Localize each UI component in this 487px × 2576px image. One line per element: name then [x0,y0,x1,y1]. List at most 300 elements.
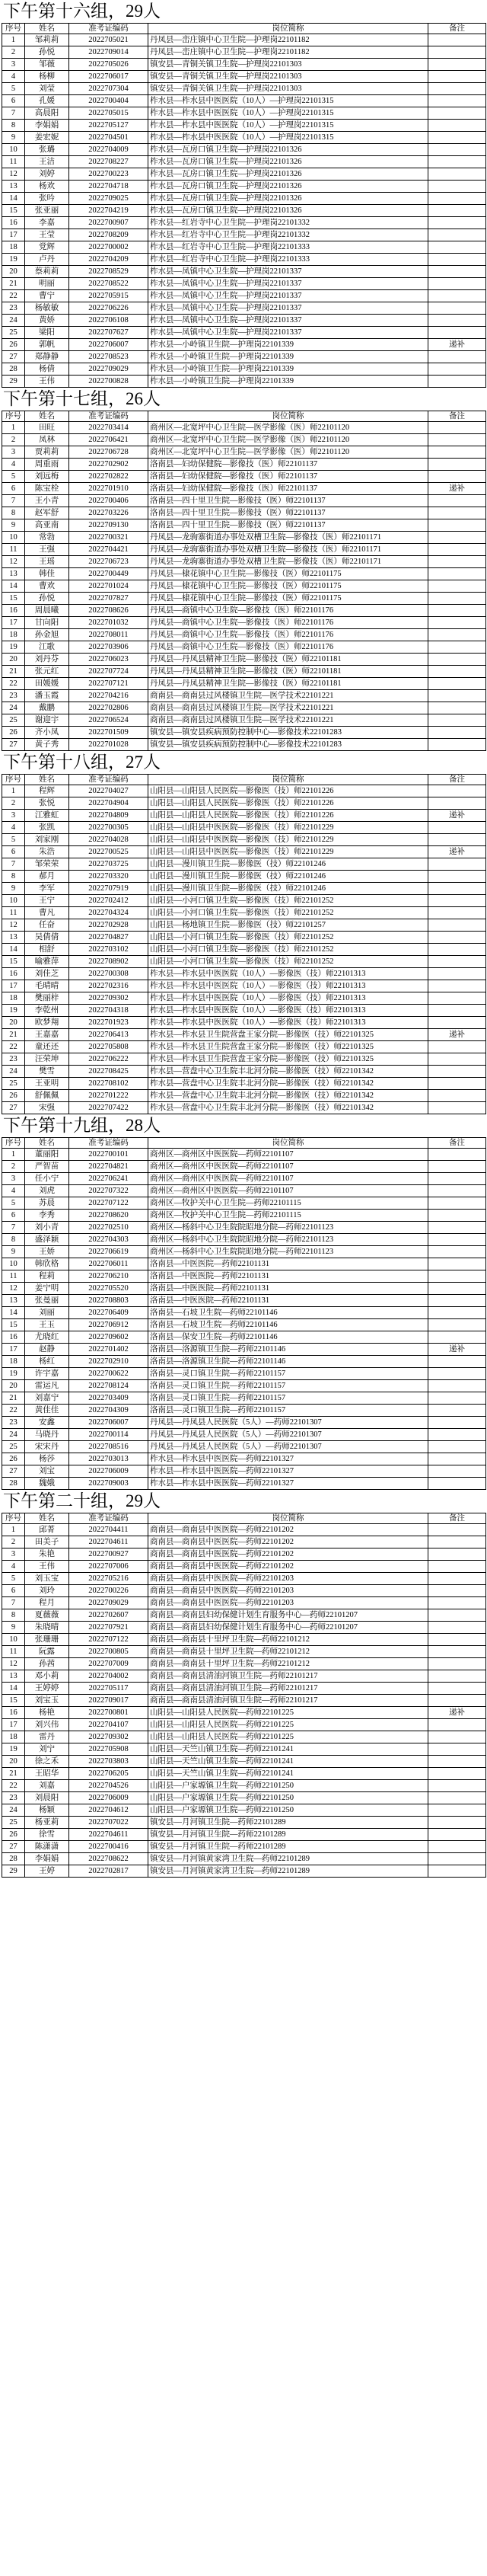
table-row [2,956,486,968]
table-row [2,1149,486,1161]
cell-remark [428,1731,486,1743]
table-row [2,1053,486,1066]
cell-post: 山阳县—山阳县中医医院—影像医（技）师22101229 [148,834,428,846]
table-row [2,59,486,71]
header-post: 岗位简称 [148,775,428,785]
cell-post: 商州区—北宽坪中心卫生院—医学影像（医）师22101120 [148,446,428,459]
group-table [2,774,486,1114]
table-row [2,1743,486,1756]
header-exam-no: 准考证编码 [69,411,148,422]
table-row [2,1392,486,1405]
cell-exam-no: 2022704318 [69,1005,148,1017]
cell-remark [428,241,486,254]
cell-name: 黄子秀 [25,739,69,751]
cell-exam-no: 2022705808 [69,1041,148,1053]
cell-post: 柞水县—柞水县中医医院—药师22101327 [148,1478,428,1490]
table-row [2,1561,486,1573]
cell-name: 常勃 [25,532,69,544]
cell-remark [428,168,486,181]
cell-seq: 28 [2,1478,25,1490]
cell-seq: 7 [2,1597,25,1609]
cell-post: 柞水县—营盘中心卫生院丰北河分院—影像医（技）师22101342 [148,1078,428,1090]
cell-remark [428,34,486,46]
cell-remark [428,1246,486,1258]
table-row [2,1005,486,1017]
header-post: 岗位简称 [148,411,428,422]
cell-name: 甘向阳 [25,617,69,629]
cell-seq: 14 [2,193,25,205]
cell-seq: 25 [2,1817,25,1829]
cell-remark [428,641,486,654]
cell-post: 柞水县—柞水县中医医院（10人）—影像医（技）师22101313 [148,992,428,1005]
cell-post: 镇安县—青铜关镇卫生院—护理岗22101303 [148,83,428,95]
table-header-row [2,1513,486,1524]
cell-exam-no: 2022707006 [69,1561,148,1573]
cell-remark [428,1368,486,1380]
cell-post: 商南县—商南县十里坪卫生院—药师22101212 [148,1658,428,1670]
cell-remark [428,1149,486,1161]
cell-name: 程莉 [25,1270,69,1283]
table-row [2,290,486,302]
cell-exam-no: 2022705026 [69,59,148,71]
cell-name: 曹宁 [25,290,69,302]
cell-name: 朱艳 [25,1548,69,1561]
table-row [2,1197,486,1210]
cell-post: 丹凤县—龙驹寨街道办事处双槽卫生院—影像技（医）师22101171 [148,556,428,568]
cell-seq: 13 [2,932,25,944]
table-row [2,1161,486,1173]
cell-seq: 25 [2,1078,25,1090]
cell-exam-no: 2022700226 [69,1585,148,1597]
cell-name: 刘玉宝 [25,1573,69,1585]
cell-seq: 7 [2,495,25,507]
cell-post: 商南县—商南县妇幼保健计划生育服务中心—药师22101207 [148,1622,428,1634]
table-row [2,727,486,739]
cell-remark [428,1258,486,1270]
cell-name: 相舒 [25,944,69,956]
table-row [2,1185,486,1197]
cell-name: 姜宁明 [25,1283,69,1295]
cell-name: 王玉 [25,1319,69,1331]
cell-name: 孙悦 [25,593,69,605]
cell-exam-no: 2022702607 [69,1609,148,1622]
cell-seq: 4 [2,459,25,471]
cell-seq: 20 [2,1017,25,1029]
cell-seq: 9 [2,519,25,532]
cell-post: 商南县—商南县十里坪卫生院—药师22101212 [148,1646,428,1658]
cell-name: 潘玉霞 [25,690,69,702]
cell-seq: 15 [2,956,25,968]
cell-name: 王小青 [25,495,69,507]
table-row [2,1670,486,1683]
table-row [2,351,486,363]
cell-name: 王强 [25,544,69,556]
group-table [2,1137,486,1490]
table-row [2,1768,486,1780]
cell-name: 赵静 [25,1344,69,1356]
cell-name: 王嘉嘉 [25,1029,69,1041]
cell-post: 商南县—商南县过风楼镇卫生院—医学技术22101221 [148,702,428,714]
cell-post: 山阳县—山阳县人民医院—药师22101225 [148,1707,428,1719]
cell-name: 董丽阳 [25,1149,69,1161]
cell-remark [428,1865,486,1878]
cell-post: 柞水县—瓦房口镇卫生院—护理岗22101326 [148,168,428,181]
table-header-row [2,775,486,785]
header-name: 姓名 [25,24,69,34]
cell-post: 洛南县—妇幼保健院—影像技（医）师22101137 [148,483,428,495]
cell-remark [428,1719,486,1731]
cell-name: 高晨阳 [25,107,69,120]
cell-name: 韩佳 [25,568,69,580]
cell-exam-no: 2022702822 [69,471,148,483]
cell-seq: 12 [2,168,25,181]
table-row [2,1804,486,1817]
cell-exam-no: 2022709017 [69,1695,148,1707]
cell-name: 杨亚莉 [25,1817,69,1829]
cell-remark [428,266,486,278]
table-row [2,46,486,59]
table-row [2,1865,486,1878]
cell-remark [428,932,486,944]
cell-exam-no: 2022707919 [69,883,148,895]
cell-exam-no: 2022706241 [69,1173,148,1185]
cell-exam-no: 2022701910 [69,483,148,495]
cell-exam-no: 2022706009 [69,1465,148,1478]
cell-remark [428,144,486,156]
cell-post: 柞水县—瓦房口镇卫生院—护理岗22101326 [148,156,428,168]
header-remark: 备注 [428,24,486,34]
table-row [2,1029,486,1041]
cell-post: 柞水县—柞水县卫生院营盘王家分院—影像医（技）师22101325 [148,1053,428,1066]
cell-seq: 20 [2,266,25,278]
cell-post: 丹凤县—商镇中心卫生院—影像技（医）师22101176 [148,605,428,617]
table-row [2,434,486,446]
cell-remark [428,617,486,629]
cell-exam-no: 2022700223 [69,168,148,181]
table-row [2,241,486,254]
cell-seq: 17 [2,980,25,992]
cell-name: 樊雪 [25,1066,69,1078]
cell-post: 柞水县—柞水县中医医院（10人）—影像医（技）师22101313 [148,980,428,992]
cell-seq: 11 [2,1646,25,1658]
cell-remark [428,459,486,471]
cell-name: 刘婷 [25,168,69,181]
table-row [2,797,486,810]
cell-post: 山阳县—天竺山镇卫生院—药师22101241 [148,1768,428,1780]
table-row [2,1853,486,1865]
cell-seq: 2 [2,797,25,810]
table-row [2,895,486,907]
cell-name: 江歌 [25,641,69,654]
cell-name: 夏薇薇 [25,1609,69,1622]
cell-seq: 14 [2,1307,25,1319]
table-row [2,471,486,483]
cell-name: 刘宁 [25,1743,69,1756]
cell-post: 柞水县—凤镇中心卫生院—护理岗22101337 [148,278,428,290]
table-row [2,1817,486,1829]
cell-exam-no: 2022703102 [69,944,148,956]
cell-seq: 16 [2,217,25,229]
cell-exam-no: 2022708102 [69,1078,148,1090]
table-row [2,1319,486,1331]
cell-seq: 19 [2,641,25,654]
cell-post: 商州区—牧护关中心卫生院—药师22101115 [148,1197,428,1210]
cell-seq: 24 [2,1804,25,1817]
cell-seq: 3 [2,810,25,822]
cell-exam-no: 2022708209 [69,229,148,241]
cell-seq: 22 [2,290,25,302]
cell-name: 严智苗 [25,1161,69,1173]
cell-remark [428,1102,486,1114]
table-row [2,907,486,919]
cell-exam-no: 2022703320 [69,871,148,883]
table-row [2,617,486,629]
cell-seq: 6 [2,1585,25,1597]
cell-post: 柞水县—柞水县中医医院（10人）—护理岗22101315 [148,95,428,107]
cell-name: 雷运凡 [25,1380,69,1392]
cell-seq: 1 [2,422,25,434]
table-row [2,144,486,156]
cell-remark [428,1053,486,1066]
cell-remark [428,1561,486,1573]
cell-post: 柞水县—红岩寺中心卫生院—护理岗22101332 [148,217,428,229]
cell-seq: 26 [2,727,25,739]
cell-remark [428,290,486,302]
cell-name: 安鑫 [25,1417,69,1429]
cell-remark [428,834,486,846]
cell-remark [428,1222,486,1234]
cell-exam-no: 2022703803 [69,1756,148,1768]
table-row [2,1234,486,1246]
cell-post: 山阳县—漫川镇卫生院—影像医（技）师22101246 [148,858,428,871]
cell-name: 李乾州 [25,1005,69,1017]
cell-post: 柞水县—红岩寺中心卫生院—护理岗22101333 [148,254,428,266]
cell-exam-no: 2022700828 [69,376,148,388]
cell-post: 柞水县—瓦房口镇卫生院—护理岗22101326 [148,205,428,217]
table-row [2,229,486,241]
cell-post: 商南县—商南县中医医院—药师22101202 [148,1548,428,1561]
cell-post: 商州区—杨斜中心卫生院院昭地分院—药师22101123 [148,1222,428,1234]
cell-exam-no: 2022703725 [69,858,148,871]
cell-post: 丹凤县—丹凤县精神卫生院—影像技（医）师22101181 [148,666,428,678]
cell-post: 镇安县—青铜关镇卫生院—护理岗22101303 [148,71,428,83]
cell-post: 丹凤县—棣花镇中心卫生院—影像技（医）师22101175 [148,593,428,605]
cell-seq: 22 [2,1405,25,1417]
table-row [2,327,486,339]
cell-exam-no: 2022708124 [69,1380,148,1392]
cell-seq: 5 [2,471,25,483]
table-header-row [2,411,486,422]
cell-seq: 29 [2,376,25,388]
cell-name: 许宇嘉 [25,1368,69,1380]
cell-exam-no: 2022709602 [69,1331,148,1344]
cell-post: 柞水县—红岩寺中心卫生院—护理岗22101333 [148,241,428,254]
table-row [2,641,486,654]
cell-exam-no: 2022704107 [69,1719,148,1731]
cell-seq: 10 [2,895,25,907]
table-row [2,1368,486,1380]
group-table [2,23,486,388]
cell-post: 山阳县—山阳县人民医院—影像医（技）师22101226 [148,797,428,810]
cell-name: 赵军舒 [25,507,69,519]
cell-exam-no: 2022701028 [69,739,148,751]
cell-name: 魏娥 [25,1478,69,1490]
table-row [2,1017,486,1029]
cell-remark [428,883,486,895]
cell-post: 商南县—商南县中医医院—药师22101203 [148,1585,428,1597]
cell-name: 马晓丹 [25,1429,69,1441]
table-row [2,1597,486,1609]
cell-exam-no: 2022708227 [69,156,148,168]
table-row [2,1780,486,1792]
table-row [2,714,486,727]
cell-exam-no: 2022704904 [69,797,148,810]
cell-post: 柞水县—柞水县中医医院（10人）—护理岗22101315 [148,132,428,144]
cell-remark [428,471,486,483]
cell-exam-no: 2022700406 [69,495,148,507]
cell-exam-no: 2022706017 [69,71,148,83]
cell-name: 舒佩佩 [25,1090,69,1102]
cell-remark [428,1658,486,1670]
cell-name: 田旺 [25,422,69,434]
table-header-row [2,24,486,34]
cell-post: 丹凤县—龙驹寨街道办事处双槽卫生院—影像技（医）师22101171 [148,544,428,556]
table-row [2,1465,486,1478]
cell-remark [428,1295,486,1307]
group-section [2,1114,485,1490]
cell-seq: 26 [2,1453,25,1465]
cell-remark [428,156,486,168]
table-row [2,1695,486,1707]
cell-exam-no: 2022709029 [69,363,148,376]
cell-name: 程辉 [25,785,69,797]
cell-exam-no: 2022700801 [69,1707,148,1719]
cell-post: 柞水县—红岩寺中心卫生院—护理岗22101332 [148,229,428,241]
cell-post: 洛南县—四十里卫生院—影像技（医）师22101137 [148,495,428,507]
cell-exam-no: 2022700416 [69,1841,148,1853]
cell-name: 张凯 [25,822,69,834]
cell-seq: 25 [2,714,25,727]
cell-seq: 12 [2,556,25,568]
cell-remark [428,193,486,205]
cell-post: 洛南县—灵口镇卫生院—药师22101157 [148,1392,428,1405]
cell-exam-no: 2022708425 [69,1066,148,1078]
cell-name: 黄娇 [25,315,69,327]
cell-seq: 11 [2,907,25,919]
cell-seq: 11 [2,156,25,168]
group-title: 下午第十八组，27人 [3,753,161,772]
group-title: 下午第十九组，28人 [3,1116,161,1135]
cell-post: 镇安县—月河镇黄家湾卫生院—药师22101289 [148,1853,428,1865]
cell-name: 杨莎 [25,1453,69,1465]
table-row [2,605,486,617]
cell-seq: 27 [2,1102,25,1114]
table-row [2,690,486,702]
cell-name: 高亚南 [25,519,69,532]
cell-name: 杨倩 [25,363,69,376]
cell-post: 洛南县—灵口镇卫生院—药师22101157 [148,1405,428,1417]
cell-exam-no: 2022706222 [69,1053,148,1066]
cell-remark [428,181,486,193]
table-row [2,1634,486,1646]
cell-name: 朱晓晴 [25,1622,69,1634]
cell-seq: 13 [2,568,25,580]
cell-name: 杨艳 [25,1707,69,1719]
table-row [2,495,486,507]
cell-name: 戴鹏 [25,702,69,714]
cell-remark [428,1161,486,1173]
cell-exam-no: 2022709130 [69,519,148,532]
cell-remark [428,1683,486,1695]
cell-remark [428,727,486,739]
cell-seq: 4 [2,1185,25,1197]
cell-name: 徐之禾 [25,1756,69,1768]
table-row [2,1078,486,1090]
cell-exam-no: 2022704611 [69,1536,148,1548]
table-row [2,266,486,278]
cell-remark [428,739,486,751]
cell-post: 山阳县—山阳县人民医院—影像医（技）师22101226 [148,810,428,822]
cell-post: 商南县—商南县中医医院—药师22101202 [148,1561,428,1573]
cell-exam-no: 2022703409 [69,1392,148,1405]
cell-seq: 1 [2,1524,25,1536]
cell-name: 李娟娟 [25,120,69,132]
group-title: 下午第十六组，29人 [3,2,161,21]
table-row [2,507,486,519]
cell-name: 张亚丽 [25,205,69,217]
cell-post: 洛南县—中医医院—药师22101131 [148,1295,428,1307]
cell-name: 韩欣格 [25,1258,69,1270]
cell-remark [428,690,486,702]
table-row [2,1380,486,1392]
cell-post: 山阳县—漫川镇卫生院—影像医（技）师22101246 [148,883,428,895]
cell-remark [428,1817,486,1829]
group-title: 下午第十七组，26人 [3,389,161,408]
cell-exam-no: 2022700907 [69,217,148,229]
cell-post: 丹凤县—龙驹寨街道办事处双槽卫生院—影像技（医）师22101171 [148,532,428,544]
cell-seq: 2 [2,1161,25,1173]
cell-remark [428,1078,486,1090]
cell-name: 刘嘉宁 [25,1392,69,1405]
cell-exam-no: 2022700449 [69,568,148,580]
cell-remark [428,1210,486,1222]
cell-remark [428,1695,486,1707]
cell-seq: 8 [2,1609,25,1622]
cell-seq: 11 [2,1270,25,1283]
table-row [2,1041,486,1053]
cell-name: 王婷 [25,1865,69,1878]
cell-exam-no: 2022705021 [69,34,148,46]
cell-post: 柞水县—柞水县中医医院（10人）—护理岗22101315 [148,107,428,120]
cell-exam-no: 2022701024 [69,580,148,593]
table-row [2,34,486,46]
cell-seq: 9 [2,1622,25,1634]
cell-exam-no: 2022707022 [69,1817,148,1829]
cell-remark [428,714,486,727]
cell-post: 山阳县—小河口镇卫生院—影像医（技）师22101252 [148,895,428,907]
table-row [2,678,486,690]
cell-remark [428,1441,486,1453]
cell-remark [428,327,486,339]
cell-seq: 10 [2,532,25,544]
cell-post: 商州区—牧护关中心卫生院—药师22101115 [148,1210,428,1222]
cell-name: 朱浩 [25,846,69,858]
cell-remark [428,254,486,266]
cell-remark: 递补 [428,1707,486,1719]
cell-seq: 18 [2,241,25,254]
cell-post: 洛南县—洛源镇卫生院—药师22101146 [148,1356,428,1368]
cell-remark [428,1017,486,1029]
